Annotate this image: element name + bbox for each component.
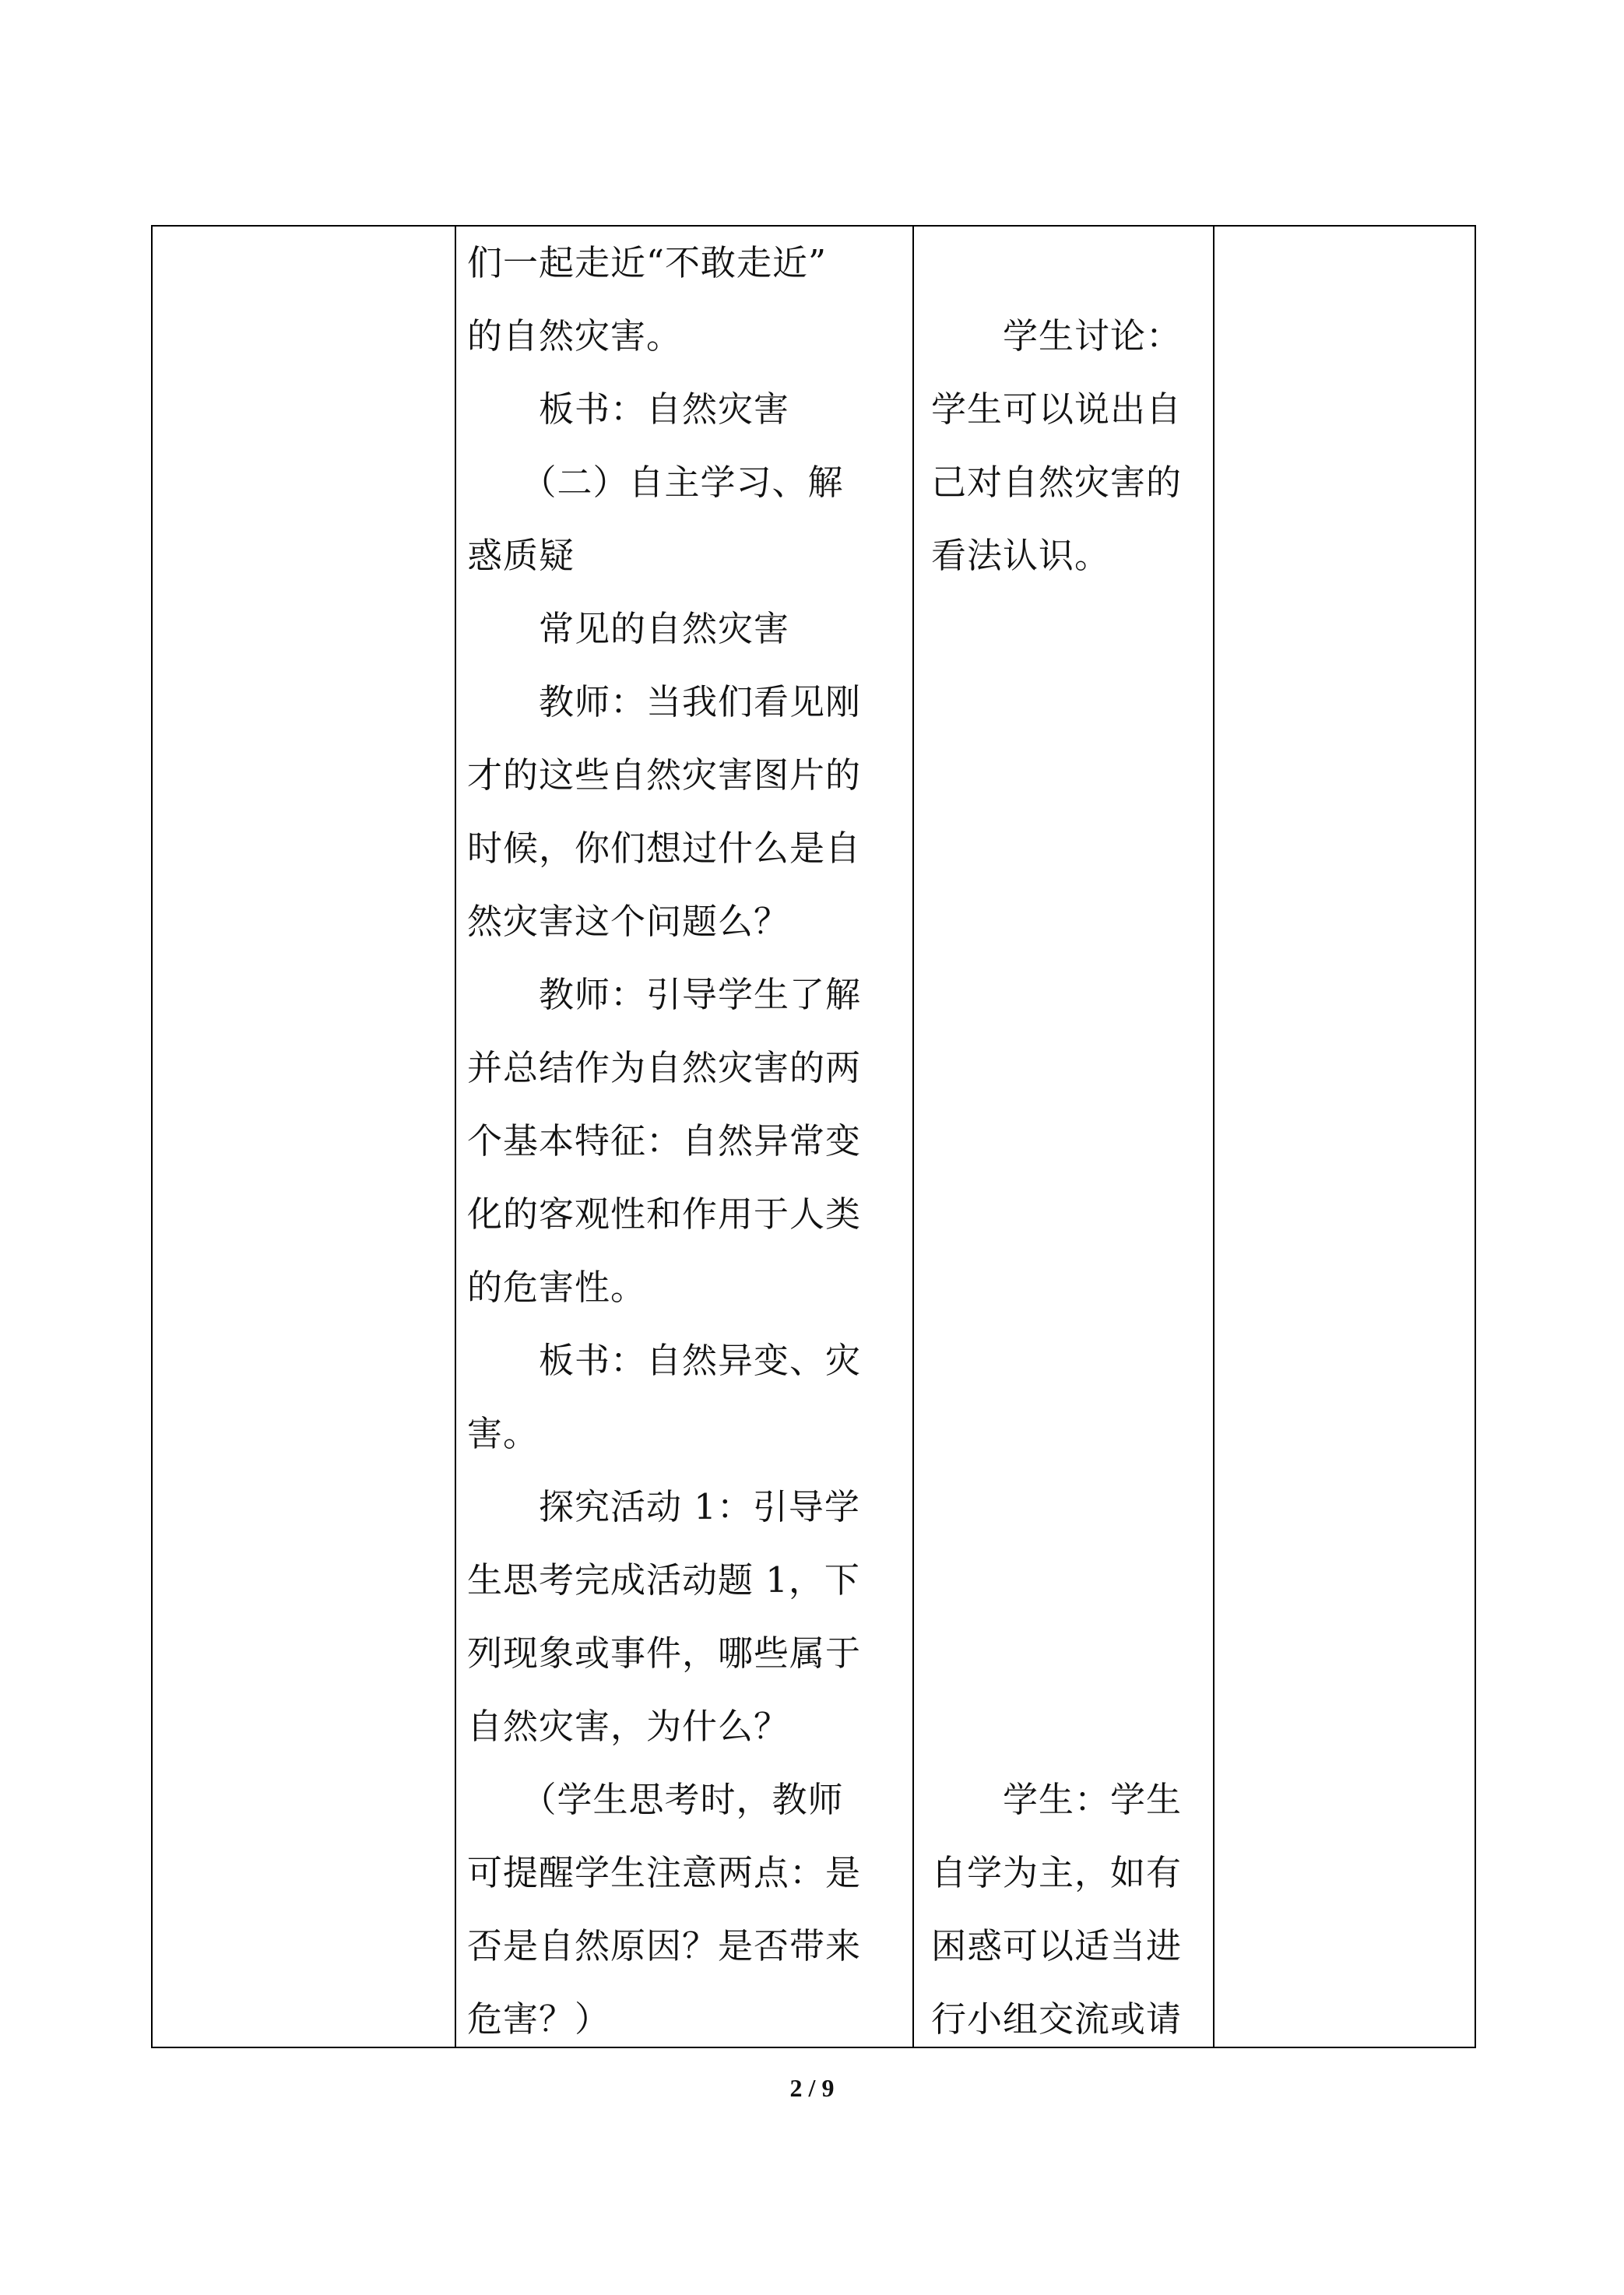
stage-column-cell <box>152 226 455 2047</box>
teacher-text-line: 生思考完成活动题 1，下 <box>467 1559 860 1601</box>
teacher-text-line: 危害？） <box>467 1998 611 2040</box>
teacher-text-line: 个基本特征：自然异常变 <box>467 1120 862 1162</box>
page-number: 2 / 9 <box>789 2074 835 2102</box>
student-text-line: 己对自然灾害的 <box>931 462 1183 503</box>
teacher-text-line: 常见的自然灾害 <box>467 608 790 649</box>
teacher-text-line: 板书：自然异变、灾 <box>467 1340 862 1381</box>
student-text-line: 学生讨论： <box>931 315 1183 357</box>
student-text-line: 学生可以说出自 <box>931 388 1183 430</box>
table-row <box>152 226 1475 2047</box>
notes-column-cell <box>1214 226 1475 2047</box>
teacher-text-line: 列现象或事件，哪些属于 <box>467 1633 862 1674</box>
teacher-text-line: 并总结作为自然灾害的两 <box>467 1047 862 1088</box>
student-text-line: 看法认识。 <box>931 535 1111 576</box>
teacher-text-line: 教师：引导学生了解 <box>467 974 862 1015</box>
student-text-line: 行小组交流或请 <box>931 1998 1183 2040</box>
student-text-line: 困惑可以适当进 <box>931 1925 1183 1966</box>
teacher-text-line: 害。 <box>467 1413 540 1454</box>
teacher-text-line: 自然灾害，为什么？ <box>467 1706 790 1747</box>
teacher-activity-cell <box>455 226 913 2047</box>
teacher-text-line: 惑质疑 <box>467 535 575 576</box>
teacher-text-line: 然灾害这个问题么？ <box>467 901 790 942</box>
teacher-text-line: （二）自主学习、解 <box>467 462 844 503</box>
teacher-text-line: 探究活动 1：引导学 <box>467 1486 860 1527</box>
teacher-text-line: 板书：自然灾害 <box>467 388 790 430</box>
student-text-line: 自学为主，如有 <box>931 1852 1183 1893</box>
teacher-text-line: （学生思考时，教师 <box>467 1779 844 1820</box>
teacher-text-line: 教师：当我们看见刚 <box>467 681 862 722</box>
teacher-text-line: 们一起走近“不敢走近” <box>467 242 828 283</box>
lesson-plan-table <box>151 225 1476 2048</box>
student-activity-cell <box>913 226 1214 2047</box>
teacher-text-line: 时候，你们想过什么是自 <box>467 828 862 869</box>
student-text-line: 学生：学生 <box>931 1779 1183 1820</box>
teacher-text-line: 的危害性。 <box>467 1267 647 1308</box>
teacher-text-line: 化的客观性和作用于人类 <box>467 1193 862 1235</box>
teacher-text-line: 的自然灾害。 <box>467 315 683 357</box>
teacher-text-line: 才的这些自然灾害图片的 <box>467 754 862 796</box>
teacher-text-line: 否是自然原因？是否带来 <box>467 1925 862 1966</box>
teacher-text-line: 可提醒学生注意两点：是 <box>467 1852 862 1893</box>
